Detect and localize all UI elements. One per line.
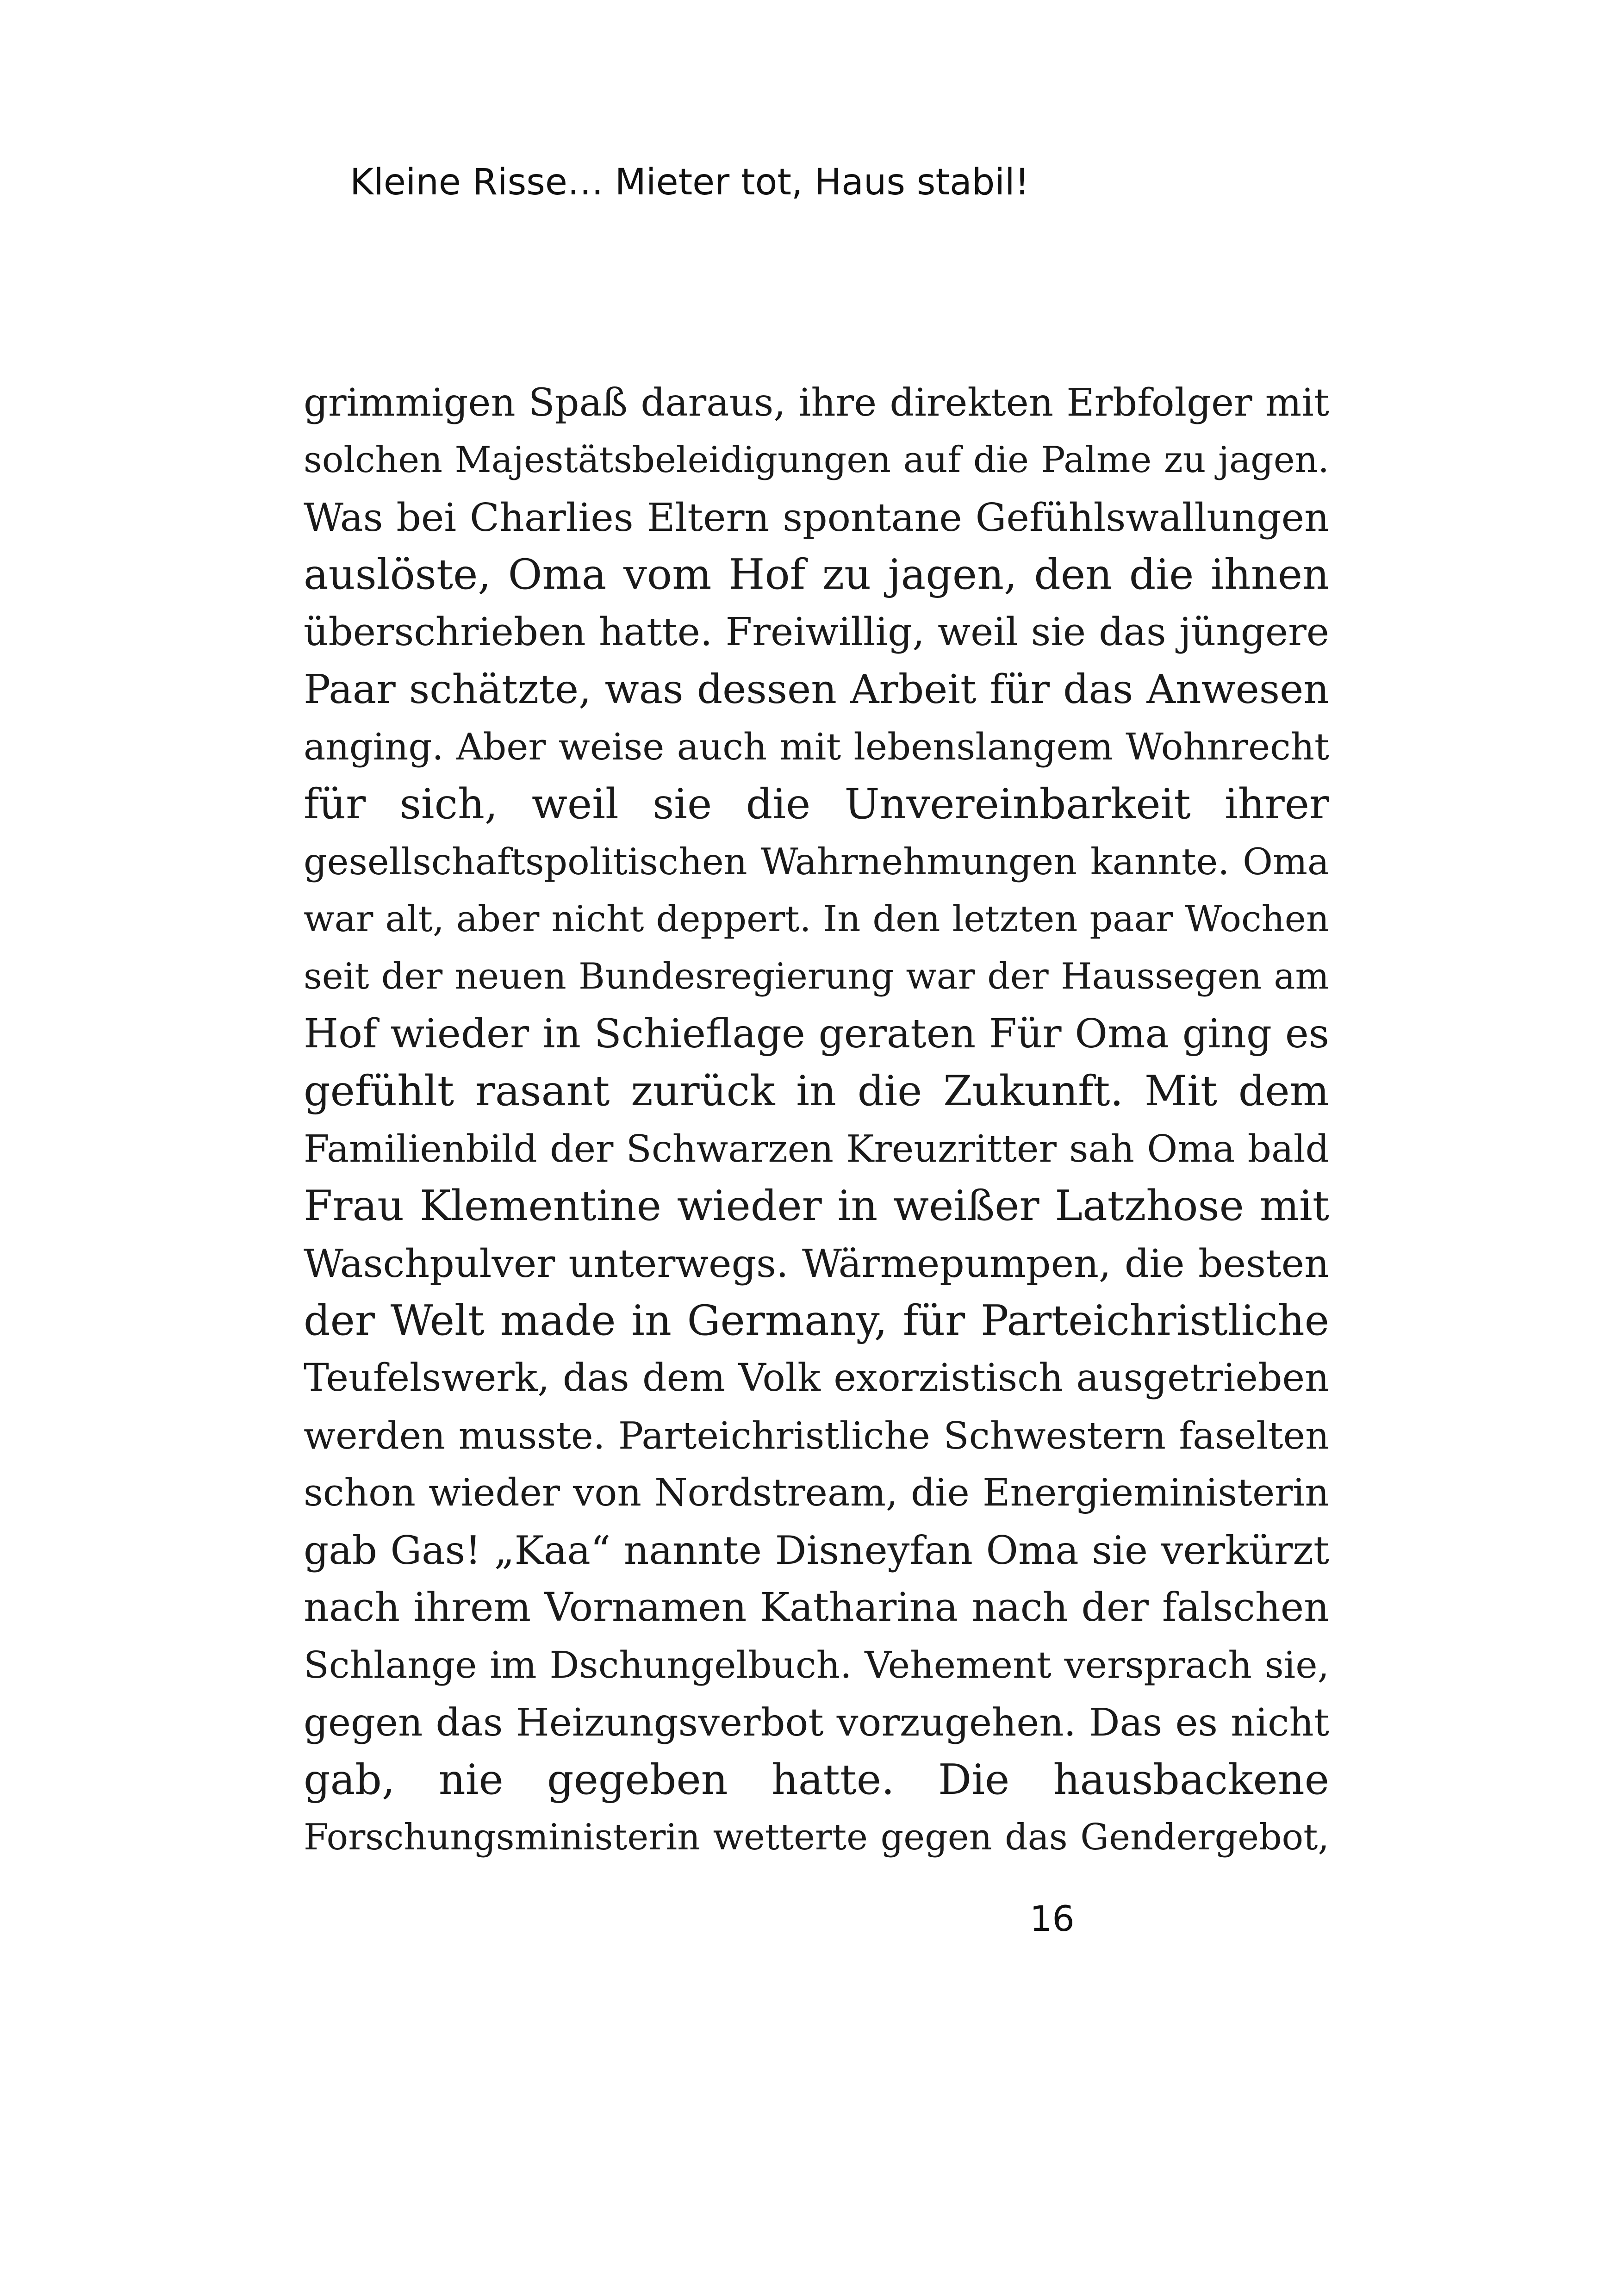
text-line: gesellschaftspolitischen Wahrnehmungen kannte. Oma: [304, 840, 1329, 883]
text-line: Schlange im Dschungelbuch. Vehement versprach sie,: [304, 1643, 1329, 1686]
text-line: grimmigen Spaß daraus, ihre direkten Erbfolger mit: [304, 380, 1329, 425]
text-line: werden musste. Parteichristliche Schwestern faselten: [304, 1414, 1329, 1457]
running-header: Kleine Risse… Mieter tot, Haus stabil!: [350, 162, 1029, 203]
text-line: Waschpulver unterwegs. Wärmepumpen, die besten: [304, 1241, 1329, 1286]
text-line: für sich, weil sie die Unvereinbarkeit ihrer: [304, 780, 1329, 828]
text-line: der Welt made in Germany, für Parteichristliche: [304, 1296, 1329, 1345]
text-line: Paar schätzte, was dessen Arbeit für das Anwesen: [304, 666, 1329, 713]
text-line: auslöste, Oma vom Hof zu jagen, den die ihnen: [304, 550, 1329, 599]
text-line: anging. Aber weise auch mit lebenslangem Wohnrecht: [304, 725, 1329, 768]
text-line: solchen Majestätsbeleidigungen auf die Palme zu jagen.: [304, 439, 1329, 481]
text-line: gab Gas! „Kaa“ nannte Disneyfan Oma sie verkürzt: [304, 1527, 1329, 1573]
text-line: Teufelswerk, das dem Volk exorzistisch ausgetrieben: [304, 1356, 1329, 1400]
text-line: war alt, aber nicht deppert. In den letzten paar Wochen: [304, 898, 1329, 940]
body-text: [304, 374, 1329, 1866]
text-line: gab, nie gegeben hatte. Die hausbackene: [304, 1755, 1329, 1804]
text-line: seit der neuen Bundesregierung war der Haussegen am: [304, 956, 1329, 997]
text-line: Forschungsministerin wetterte gegen das Gendergebot,: [304, 1817, 1329, 1858]
text-line: Frau Klementine wieder in weißer Latzhose mit: [304, 1182, 1329, 1230]
text-line: Familienbild der Schwarzen Kreuzritter sah Oma bald: [304, 1127, 1329, 1170]
text-line: überschrieben hatte. Freiwillig, weil sie das jüngere: [304, 610, 1329, 654]
text-line: nach ihrem Vornamen Katharina nach der falschen: [304, 1585, 1329, 1630]
text-line: gefühlt rasant zurück in die Zukunft. Mit dem: [304, 1067, 1329, 1115]
text-line: gegen das Heizungsverbot vorzugehen. Das es nicht: [304, 1700, 1329, 1745]
page-number: 16: [1030, 1898, 1075, 1939]
text-line: schon wieder von Nordstream, die Energieministerin: [304, 1471, 1329, 1515]
text-line: Was bei Charlies Eltern spontane Gefühlswallungen: [304, 495, 1329, 540]
text-line: Hof wieder in Schieflage geraten Für Oma ging es: [304, 1011, 1329, 1057]
